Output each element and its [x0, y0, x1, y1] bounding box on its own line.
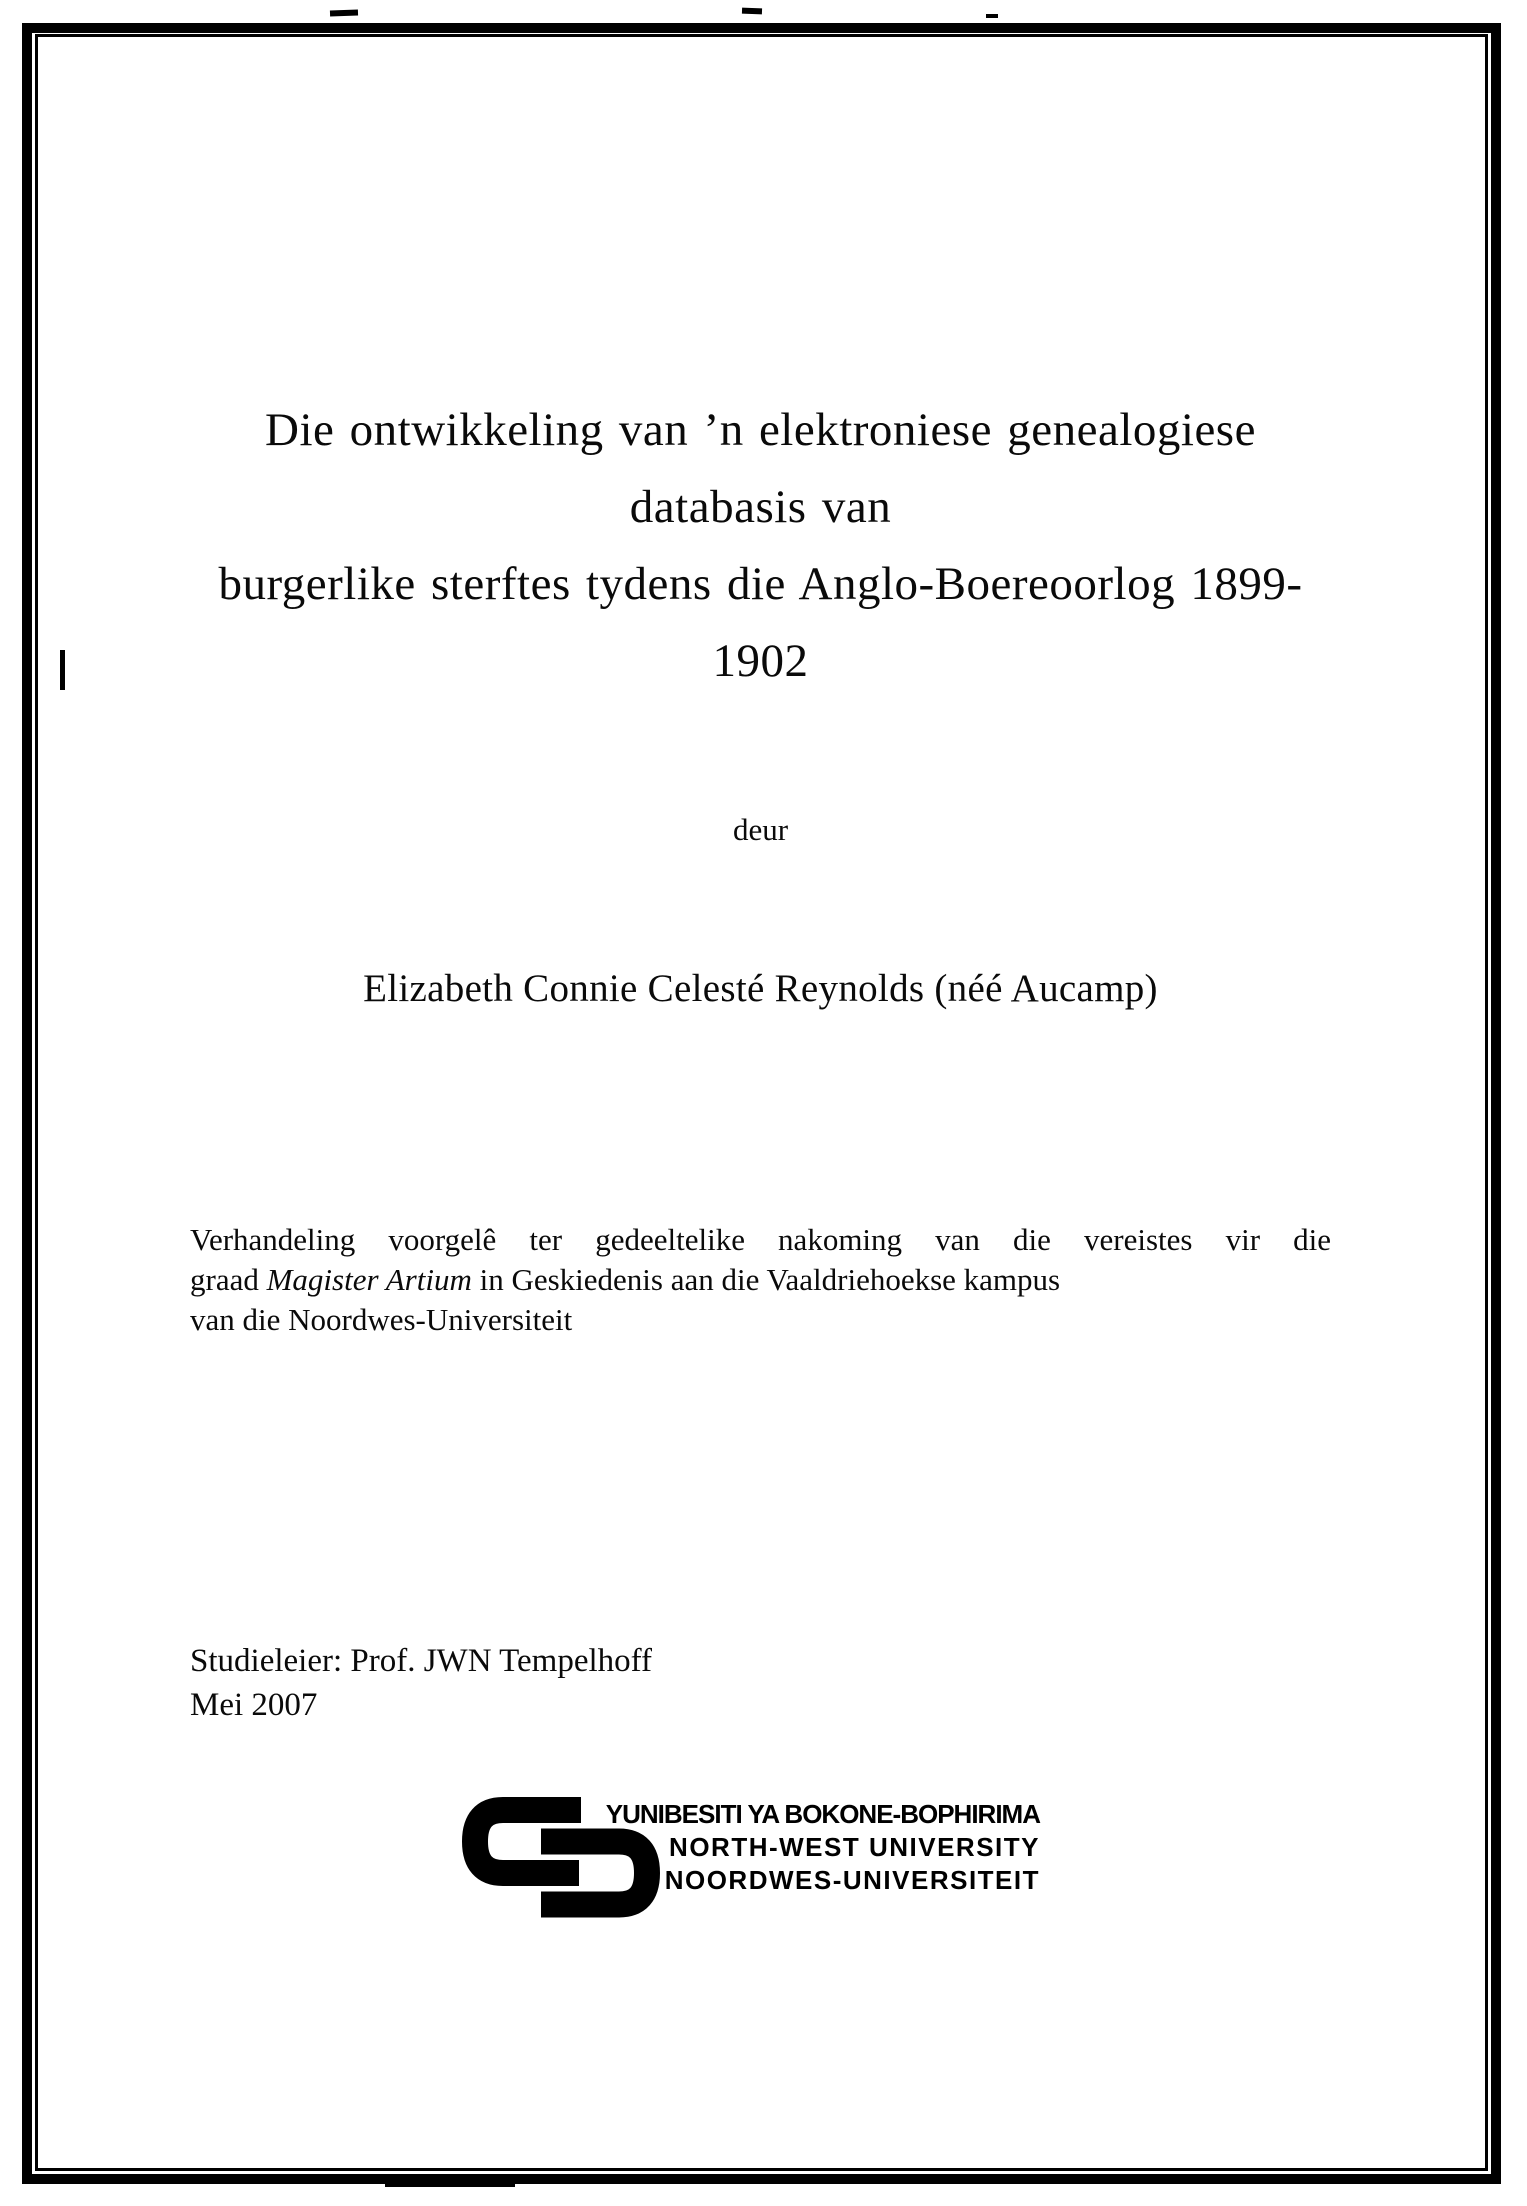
- scan-speck: [742, 8, 762, 15]
- university-name-setswana: YUNIBESITI YA BOKONE-BOPHIRIMA: [605, 1799, 1040, 1829]
- university-name-afrikaans: NOORDWES-UNIVERSITEIT: [664, 1865, 1040, 1895]
- scan-speck: [986, 14, 998, 18]
- date-line: Mei 2007: [190, 1687, 318, 1723]
- scan-speck: [60, 650, 65, 690]
- byline: deur: [732, 812, 789, 847]
- university-name-english: NORTH-WEST UNIVERSITY: [669, 1832, 1040, 1862]
- thesis-title-line-1: Die ontwikkeling van ’n elektroniese genealogiese databasis van: [265, 404, 1256, 533]
- degree-statement-line-2: [190, 1260, 1331, 1300]
- degree-statement-line-2-post: in Geskiedenis aan die Vaaldriehoekse kampus: [471, 1262, 1061, 1297]
- author-name: Elizabeth Connie Celesté Reynolds (néé Aucamp): [363, 967, 1158, 1010]
- supervisor-line: Studieleier: Prof. JWN Tempelhoff: [190, 1643, 653, 1679]
- degree-statement-line-3: van die Noordwes-Universiteit: [190, 1302, 573, 1337]
- thesis-title-line-2: burgerlike sterftes tydens die Anglo-Boereoorlog 1899-1902: [218, 558, 1303, 687]
- scan-speck: [330, 10, 358, 17]
- supervisor-and-date: [190, 1639, 1331, 1727]
- scan-speck: [385, 2180, 515, 2187]
- degree-statement-line-1: Verhandeling voorgelê ter gedeeltelike nakoming van die vereistes vir die: [190, 1222, 1331, 1257]
- thesis-title: [190, 392, 1331, 700]
- degree-statement-line-2-pre: graad: [190, 1262, 267, 1297]
- degree-name-italic: Magister Artium: [266, 1262, 472, 1297]
- university-wordmark: [480, 1798, 1040, 1897]
- degree-statement: [190, 1220, 1331, 1340]
